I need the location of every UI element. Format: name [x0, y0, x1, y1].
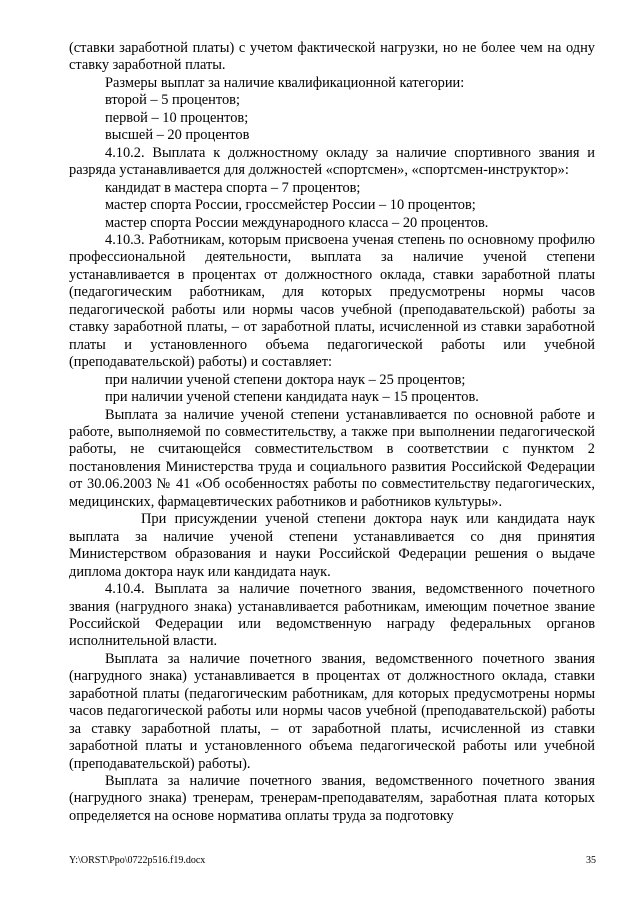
paragraph-4-10-4: 4.10.4. Выплата за наличие почетного звания, ведомственного почетного звания (нагрудного знака) устанавливается работникам, имеющим почетное звание Российской Федерации или ведомственную награду федеральных органов исполнительной власти.	[69, 581, 595, 650]
list-item: мастер спорта России, гроссмейстер России – 10 процентов;	[105, 197, 476, 214]
footer-file-path: Y:\ORST\Ppo\0722p516.f19.docx	[69, 855, 206, 866]
paragraph-academic-degree: Выплата за наличие ученой степени устанавливается по основной работе и работе, выполняемой по совместительству, а также при выполнении педагогической работы, не считающейся совместительством в соответствии с пунктом 2 постановления Министерства труда и социального развития Российской Федерации от 30.06.2003 № 41 «Об особенностях работы по совместительству педагогических, медицинских, фармацевтических работников и работников культуры».	[69, 406, 595, 510]
document-body	[69, 40, 595, 825]
paragraph-category-heading: Размеры выплат за наличие квалификационной категории:	[105, 74, 465, 91]
paragraph-continuation: (ставки заработной платы) с учетом фактической нагрузки, но не более чем на одну ставку заработной платы.	[69, 40, 595, 74]
paragraph-4-10-2: 4.10.2. Выплата к должностному окладу за наличие спортивного звания и разряда устанавливается для должностей «спортсмен», «спортсмен-инструктор»:	[69, 144, 595, 179]
list-item: при наличии ученой степени доктора наук – 25 процентов;	[105, 371, 466, 388]
list-item: мастер спорта России международного класса – 20 процентов.	[105, 214, 489, 231]
list-item: кандидат в мастера спорта – 7 процентов;	[105, 179, 361, 196]
paragraph-degree-award: При присуждении ученой степени доктора наук или кандидата наук выплата за наличие ученой степени устанавливается со дня принятия Министерством образования и науки Российской Федерации решения о выдаче диплома доктора наук или кандидата наук.	[69, 511, 595, 580]
paragraph-honorary-coaches: Выплата за наличие почетного звания, ведомственного почетного звания (нагрудного знака) тренерам, тренерам-преподавателям, заработная плата которых определяется на основе норматива оплаты труда за подготовку	[69, 773, 595, 824]
list-item: первой – 10 процентов;	[105, 109, 249, 126]
list-item: высшей – 20 процентов	[105, 127, 250, 144]
list-item: при наличии ученой степени кандидата наук – 15 процентов.	[105, 389, 479, 406]
footer-page-number: 35	[586, 855, 596, 866]
paragraph-4-10-3: 4.10.3. Работникам, которым присвоена ученая степень по основному профилю профессиональной деятельности, выплата за наличие ученой степени устанавливается в процентах от должностного оклада, ставки заработной платы (педагогическим работникам, для которых предусмотрены нормы часов педагогической работы или нормы часов учебной (преподавательской) работы за ставку заработной платы, – от заработной платы, исчисленной из ставки заработной платы и установленного объема педагогической работы или учебной (преподавательской) работы) и составляет:	[69, 231, 595, 371]
list-item: второй – 5 процентов;	[105, 92, 240, 109]
paragraph-honorary-title: Выплата за наличие почетного звания, ведомственного почетного звания (нагрудного знака) устанавливается в процентах от должностного оклада, ставки заработной платы (педагогическим работникам, для которых предусмотрены нормы часов педагогической работы или нормы часов учебной (преподавательской) работы за ставку заработной платы, – от заработной платы, исчисленной из ставки заработной платы и установленного объема педагогической работы или учебной (преподавательской) работы).	[69, 650, 595, 772]
